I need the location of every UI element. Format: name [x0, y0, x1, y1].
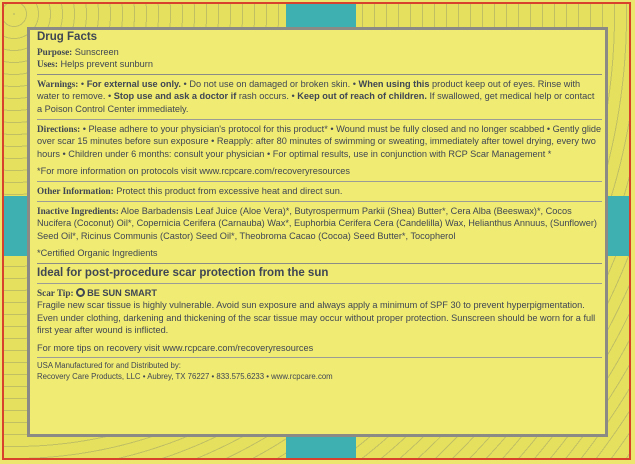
divider — [37, 119, 602, 120]
protocols-note: *For more information on protocols visit www.rcpcare.com/recoveryresources — [37, 166, 350, 177]
divider — [37, 201, 602, 202]
divider — [37, 283, 602, 284]
purpose-line: Purpose: Sunscreen — [37, 46, 119, 57]
divider — [37, 74, 602, 75]
divider — [37, 357, 602, 358]
divider — [37, 181, 602, 182]
divider — [37, 263, 602, 264]
directions-section: Directions: • Please adhere to your physician's protocol for this product* • Wound must be fully closed and no longer scabbed • Gently glide over scar 15 minutes before sun exposure • Reapply: after 80 minutes of swimming or sweating, immediately after towel drying, every two hours • Children under 6 months: consult your physician • For optimal results, use in conjunction with RCP Scar Management * — [37, 123, 602, 159]
ideal-headline: Ideal for post-procedure scar protection from the sun — [37, 266, 329, 279]
other-information: Other Information: Protect this product from excessive heat and direct sun. — [37, 185, 343, 196]
drug-facts-content — [37, 31, 602, 382]
inactive-ingredients: Inactive Ingredients: Aloe Barbadensis Leaf Juice (Aloe Vera)*, Butyrospermum Parkii (Shea) Butter*, Cera Alba (Beeswax)*, Cocos Nucifera (Coconut) Oil*, Copernicia Cerifera (Carnauba) Wax*, Euphorbia Cerifera Cera (Candelilla) Wax, Helianthus Annuus, (Sunflower) Seed Oil*, Ricinus Communis (Castor) Seed Oil*, Theobroma Cacao (Cocoa) Seed Butter*, Tocopherol — [37, 205, 597, 241]
scar-tip-text: Fragile new scar tissue is highly vulnerable. Avoid sun exposure and always apply a minimum of SPF 30 to prevent hyperpigmentation. Even under clothing, darkening and thickening of the scar tissue may occur without proper protection. Sunscreen should be worn for a full first year after wound is inflicted. — [37, 300, 596, 336]
company-line: Recovery Care Products, LLC • Aubrey, TX 76227 • 833.575.6233 • www.rcpcare.com — [37, 371, 333, 381]
certified-note: *Certified Organic Ingredients — [37, 248, 158, 259]
scar-tip-header: Scar Tip: BE SUN SMART — [37, 287, 158, 298]
uses-line: Uses: Helps prevent sunburn — [37, 59, 153, 70]
distributor-line: USA Manufactured for and Distributed by: — [37, 361, 181, 371]
drug-facts-title: Drug Facts — [37, 31, 98, 43]
sun-icon — [76, 288, 85, 297]
warnings-section: Warnings: • For external use only. • Do not use on damaged or broken skin. • When using this product keep out of eyes. Rinse with water to remove. • Stop use and ask a doctor if rash occurs. • Keep out of reach of children. If swallowed, get medical help or contact a Poison Control Center immediately. — [37, 78, 595, 114]
more-tips: For more tips on recovery visit www.rcpcare.com/recoveryresources — [37, 342, 314, 353]
